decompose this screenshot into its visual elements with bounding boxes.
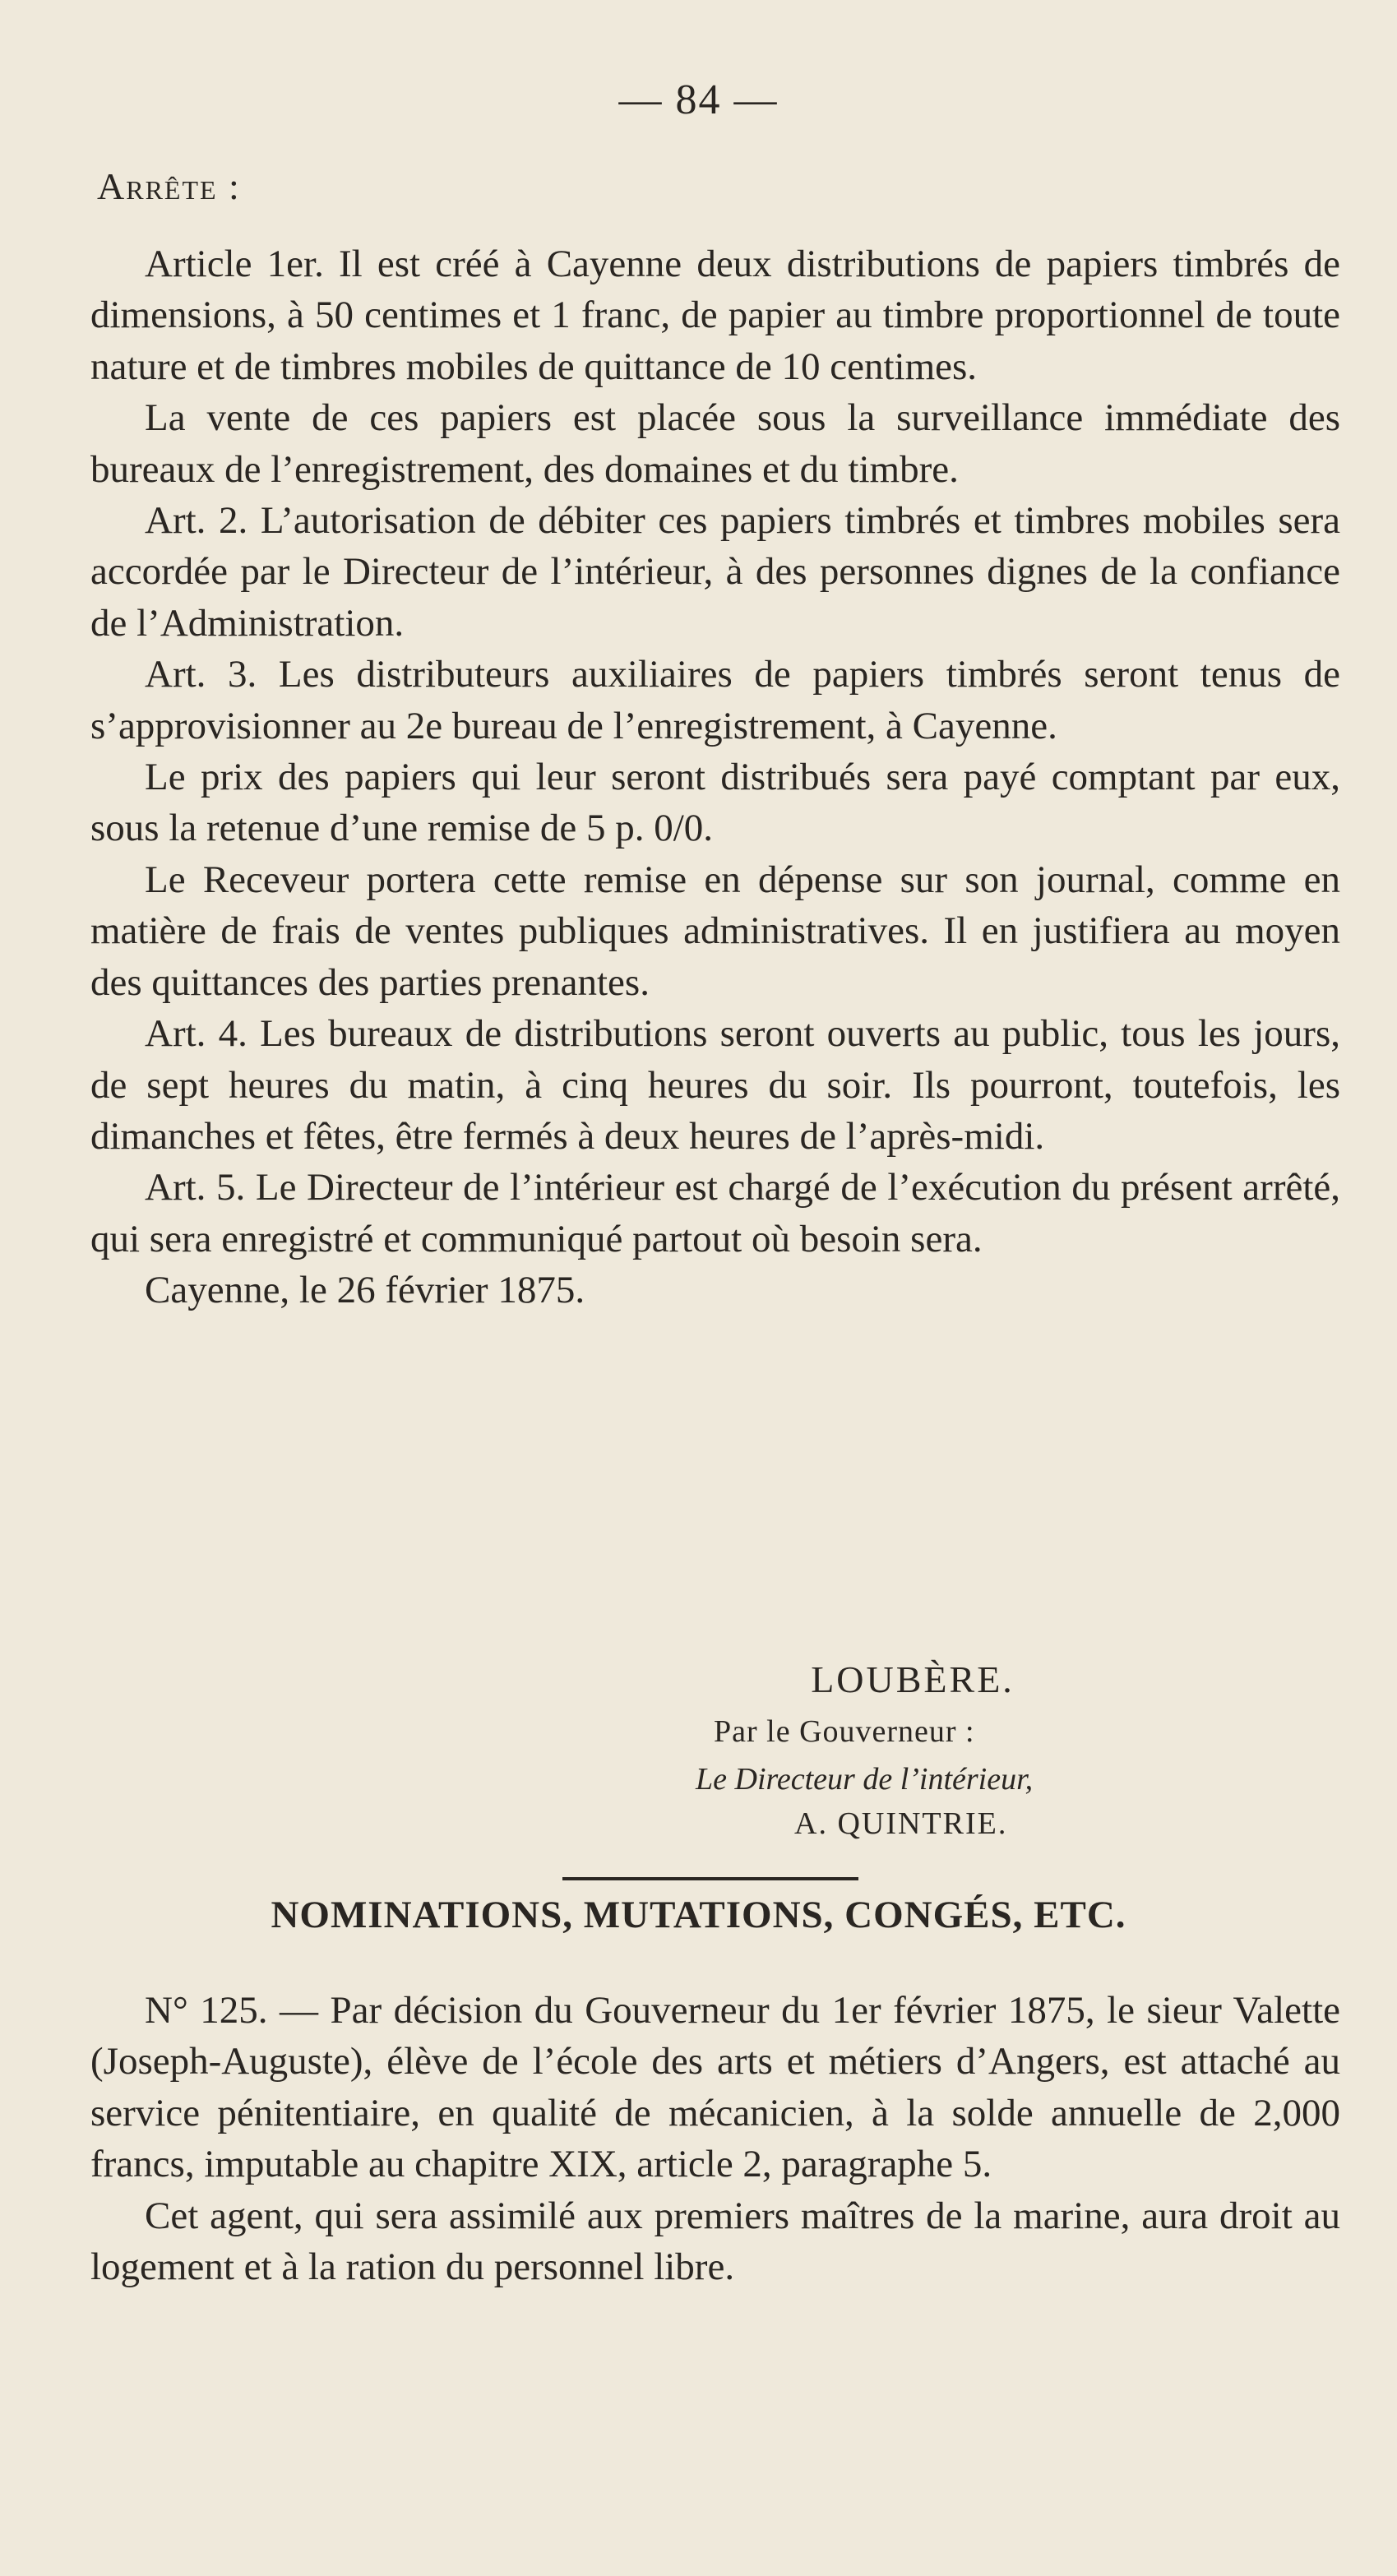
paragraph-agent-rights: Cet agent, qui sera assimilé aux premiers maîtres de la marine, aura droit au logement et à la ration du personnel libre. <box>90 2194 1340 2289</box>
nominations-body <box>90 1985 1340 2292</box>
paragraph-article-1: Article 1er. Il est créé à Cayenne deux distributions de papiers timbrés de dimensions, à 50 centimes et 1 franc, de papier au timbre proportionnel de toute nature et de timbres mobiles de quittance de 10 centimes. <box>90 243 1340 388</box>
decree-heading: Arrête : <box>97 165 241 207</box>
date-line: Cayenne, le 26 février 1875. <box>145 1269 585 1312</box>
signature-by-line: Par le Gouverneur : <box>714 1714 975 1749</box>
paragraph-decision-125: N° 125. — Par décision du Gouverneur du 1er février 1875, le sieur Valette (Joseph-Auguste), élève de l’école des arts et métiers d’Angers, est attaché au service pénitentiaire, en qualité de mécanicien, à la solde annuelle de 2,000 francs, imputable au chapitre XIX, article 2, paragraphe 5. <box>90 1989 1340 2186</box>
paragraph-article-5: Art. 5. Le Directeur de l’intérieur est chargé de l’exécution du présent arrêté, qui sera enregistré et communiqué partout où besoin sera. <box>90 1166 1340 1260</box>
paragraph-sale-supervision: La vente de ces papiers est placée sous la surveillance immédiate des bureaux de l’enregistrement, des domaines et du timbre. <box>90 396 1340 491</box>
section-divider <box>562 1877 858 1880</box>
page-number: — 84 — <box>618 76 779 123</box>
signature-official: A. QUINTRIE. <box>794 1806 1008 1841</box>
paragraph-receiver: Le Receveur portera cette remise en dépense sur son journal, comme en matière de frais de ventes publiques administratives. Il en justifiera au moyen des quittances des parties prenantes. <box>90 858 1340 1004</box>
paragraph-price: Le prix des papiers qui leur seront distribués sera payé comptant par eux, sous la retenue d’une remise de 5 p. 0/0. <box>90 756 1340 850</box>
signature-name: LOUBÈRE. <box>811 1658 1015 1700</box>
decree-body <box>90 238 1340 1316</box>
paragraph-article-4: Art. 4. Les bureaux de distributions seront ouverts au public, tous les jours, de sept heures du matin, à cinq heures du soir. Ils pourront, toutefois, les dimanches et fêtes, être fermés à deux heures de l’après-midi. <box>90 1012 1340 1158</box>
signature-role: Le Directeur de l’intérieur, <box>696 1762 1034 1797</box>
paragraph-article-3: Art. 3. Les distributeurs auxiliaires de papiers timbrés seront tenus de s’approvisionner au 2e bureau de l’enregistrement, à Cayenne. <box>90 653 1340 747</box>
paragraph-article-2: Art. 2. L’autorisation de débiter ces papiers timbrés et timbres mobiles sera accordée par le Directeur de l’intérieur, à des personnes dignes de la confiance de l’Administration. <box>90 499 1340 645</box>
section-title: NOMINATIONS, MUTATIONS, CONGÉS, ETC. <box>271 1894 1126 1936</box>
